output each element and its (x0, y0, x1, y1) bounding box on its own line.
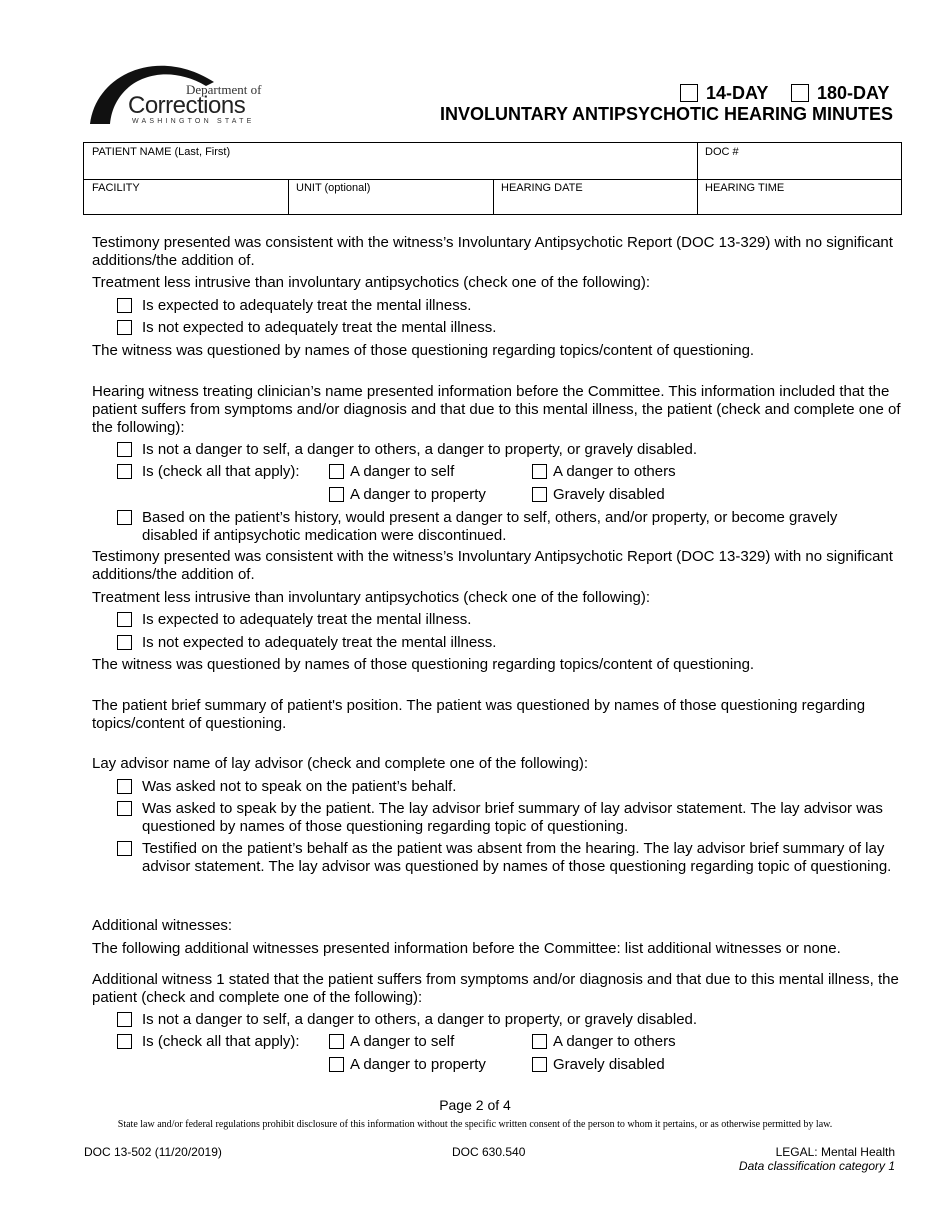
s2-testimony: Testimony presented was consistent with the witness’s Involuntary Antipsychotic Report (DOC 13-329) with no significant additions/the addition of. (92, 548, 893, 583)
s3-patient-summary: The patient brief summary of patient's position. The patient was questioned by names of those questioning regarding topics/content of questioning. (92, 697, 866, 732)
patient-name-field[interactable] (84, 143, 697, 179)
s5-witness1: Additional witness 1 stated that the patient suffers from symptoms and/or diagnosis and that due to this mental illness, the patient (check and complete one of the following): (92, 971, 899, 1006)
option-label: A danger to others (553, 1033, 676, 1050)
checkbox[interactable] (329, 487, 344, 502)
legal-notice: State law and/or federal regulations prohibit disclosure of this information without the specific written consent of the person to whom it pertains, or as otherwise permitted by law. (117, 1119, 833, 1130)
s1-questioned: The witness was questioned by names of those questioning regarding topics/content of questioning. (92, 342, 755, 359)
checkbox[interactable] (117, 1034, 132, 1049)
option-label: Gravely disabled (553, 1056, 665, 1073)
checkbox[interactable] (117, 635, 132, 650)
option-14-day[interactable] (680, 83, 768, 103)
option-label: Is expected to adequately treat the mental illness. (142, 297, 472, 314)
s5-heading: Additional witnesses: (92, 917, 233, 934)
category-block (739, 1145, 895, 1173)
hearing-date-label: HEARING DATE (501, 182, 583, 194)
option-label: Was asked to speak by the patient. The lay advisor brief summary of lay advisor statement. The lay advisor was questioned by names of those questioning regarding topic of questioning. (142, 800, 883, 835)
option-label: A danger to self (350, 463, 455, 480)
option-label: Is (check all that apply): (142, 1033, 300, 1050)
unit-label: UNIT (optional) (296, 182, 371, 194)
checkbox[interactable] (117, 320, 132, 335)
option-label: Is not a danger to self, a danger to others, a danger to property, or gravely disabled. (142, 1011, 698, 1028)
checkbox[interactable] (117, 612, 132, 627)
checkbox[interactable] (117, 801, 132, 816)
s5-list: The following additional witnesses presented information before the Committee: list additional witnesses or none. (92, 940, 841, 957)
checkbox[interactable] (117, 510, 132, 525)
label-180-day: 180-DAY (817, 82, 890, 103)
s5-option-is[interactable] (117, 1033, 300, 1051)
option-label: Is expected to adequately treat the mental illness. (142, 611, 472, 628)
checkbox[interactable] (329, 1057, 344, 1072)
s1-treatment: Treatment less intrusive than involuntary antipsychotics (check one of the following): (92, 274, 651, 291)
s2-treatment: Treatment less intrusive than involuntary antipsychotics (check one of the following): (92, 589, 651, 606)
s5-danger-self[interactable] (329, 1033, 454, 1051)
s4-option-not-speak[interactable] (117, 778, 456, 796)
hearing-date-field[interactable] (493, 179, 697, 214)
s2-option-history[interactable] (117, 509, 877, 545)
s2-gravely-disabled[interactable] (532, 486, 665, 504)
s5-danger-others[interactable] (532, 1033, 676, 1051)
s2-danger-property[interactable] (329, 486, 486, 504)
hearing-time-label: HEARING TIME (705, 182, 785, 194)
checkbox[interactable] (532, 464, 547, 479)
checkbox[interactable] (117, 442, 132, 457)
s2-option-is[interactable] (117, 463, 300, 481)
option-180-day[interactable] (791, 83, 889, 103)
doc-number-field[interactable] (697, 143, 901, 179)
patient-name-label: PATIENT NAME (Last, First) (92, 146, 231, 158)
s2-option-expected[interactable] (117, 611, 471, 629)
option-label: Is not a danger to self, a danger to others, a danger to property, or gravely disabled. (142, 441, 698, 458)
option-label: A danger to property (350, 486, 486, 503)
hearing-time-field[interactable] (697, 179, 901, 214)
s4-option-testified[interactable] (117, 840, 897, 876)
option-label: Is not expected to adequately treat the mental illness. (142, 634, 497, 651)
s5-gravely-disabled[interactable] (532, 1056, 665, 1074)
s2-intro: Hearing witness treating clinician’s name presented information before the Committee. This information included that the patient suffers from symptoms and/or diagnosis and that due to this mental illness, the patient (check and complete one of the following): (92, 383, 901, 436)
option-label: A danger to property (350, 1056, 486, 1073)
facility-field[interactable] (84, 179, 288, 214)
option-label: Is (check all that apply): (142, 463, 300, 480)
option-label: Testified on the patient’s behalf as the patient was absent from the hearing. The lay advisor brief summary of lay advisor statement. The lay advisor was questioned by names of those questioning regarding topic of questioning. (142, 840, 892, 875)
option-label: Gravely disabled (553, 486, 665, 503)
checkbox[interactable] (117, 1012, 132, 1027)
option-label: Was asked not to speak on the patient’s behalf. (142, 778, 457, 795)
option-label: Based on the patient’s history, would present a danger to self, others, and/or property, or become gravely disabled if antipsychotic medication were discontinued. (142, 509, 838, 544)
s2-danger-self[interactable] (329, 463, 454, 481)
s2-option-not-danger[interactable] (117, 441, 697, 459)
page-number: Page 2 of 4 (439, 1097, 511, 1113)
checkbox[interactable] (117, 841, 132, 856)
s2-option-not-expected[interactable] (117, 634, 496, 652)
s1-option-expected[interactable] (117, 297, 471, 315)
policy-number: DOC 630.540 (452, 1145, 526, 1159)
data-classification: Data classification category 1 (738, 1159, 895, 1173)
checkbox[interactable] (329, 1034, 344, 1049)
checkbox-180-day[interactable] (791, 84, 809, 102)
s4-option-asked-speak[interactable] (117, 800, 897, 836)
s2-questioned: The witness was questioned by names of those questioning regarding topics/content of questioning. (92, 656, 755, 673)
legal-category: LEGAL: Mental Health (775, 1145, 895, 1159)
option-label: Is not expected to adequately treat the mental illness. (142, 319, 497, 336)
logo-line1: Department of (186, 82, 262, 97)
s1-testimony: Testimony presented was consistent with the witness’s Involuntary Antipsychotic Report (DOC 13-329) with no significant additions/the addition of. (92, 234, 893, 269)
s2-danger-others[interactable] (532, 463, 676, 481)
checkbox[interactable] (532, 487, 547, 502)
option-label: A danger to others (553, 463, 676, 480)
s5-option-not-danger[interactable] (117, 1011, 697, 1029)
checkbox[interactable] (329, 464, 344, 479)
checkbox[interactable] (117, 298, 132, 313)
label-14-day: 14-DAY (706, 82, 769, 103)
patient-info-table (83, 142, 902, 215)
unit-field[interactable] (288, 179, 493, 214)
form-title: INVOLUNTARY ANTIPSYCHOTIC HEARING MINUTES (439, 104, 893, 124)
s4-lay-advisor: Lay advisor name of lay advisor (check and complete one of the following): (92, 755, 589, 772)
checkbox[interactable] (532, 1034, 547, 1049)
doc-number-label: DOC # (705, 146, 739, 158)
s5-danger-property[interactable] (329, 1056, 486, 1074)
checkbox[interactable] (117, 464, 132, 479)
logo-line3: WASHINGTON STATE (132, 118, 255, 125)
checkbox[interactable] (532, 1057, 547, 1072)
doc-logo (88, 54, 268, 126)
s1-option-not-expected[interactable] (117, 319, 496, 337)
checkbox-14-day[interactable] (680, 84, 698, 102)
option-label: A danger to self (350, 1033, 455, 1050)
facility-label: FACILITY (92, 182, 140, 194)
checkbox[interactable] (117, 779, 132, 794)
logo-line2: Corrections (128, 92, 246, 119)
form-id: DOC 13-502 (11/20/2019) (84, 1145, 222, 1159)
